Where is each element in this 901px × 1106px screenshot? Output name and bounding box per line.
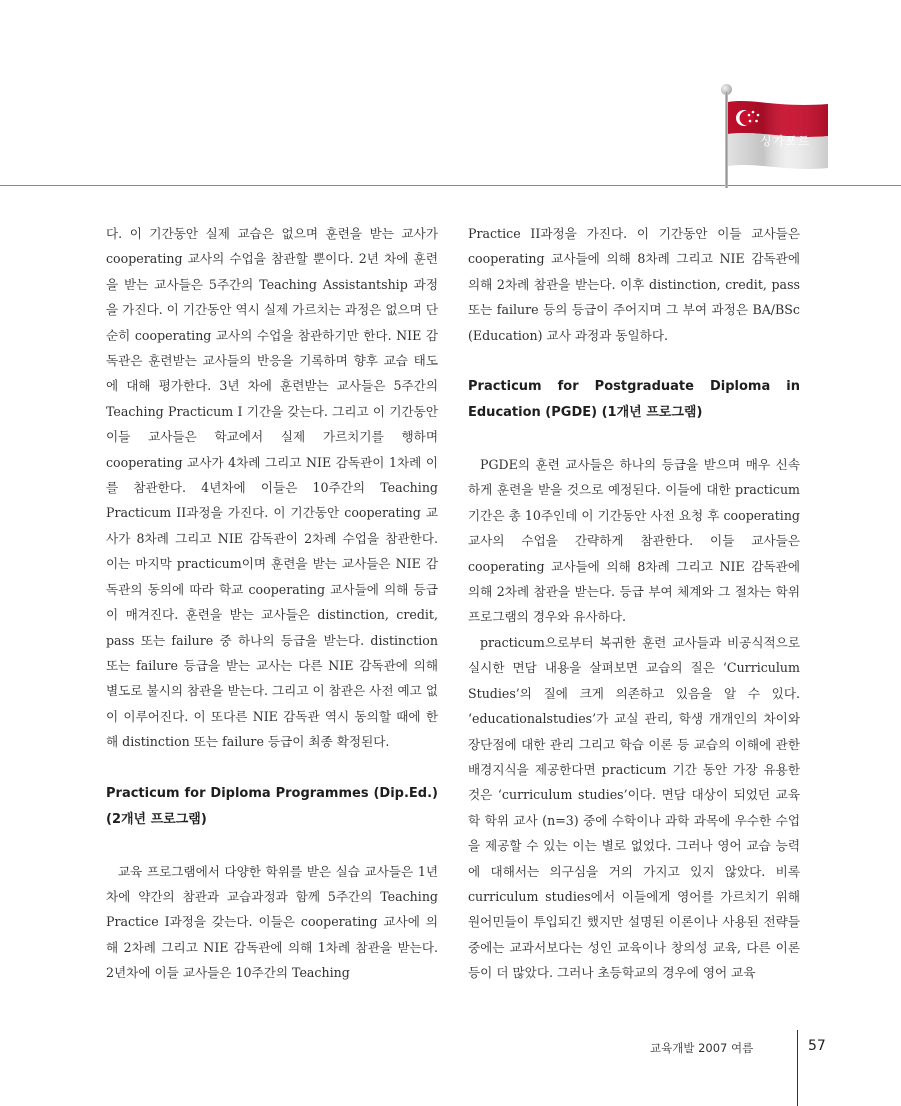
section-heading-diploma: Practicum for Diploma Programmes (Dip.Ed.) (2개년 프로그램)	[106, 785, 438, 827]
country-tag: 싱가포르	[760, 134, 811, 148]
body-paragraph: PGDE의 훈련 교사들은 하나의 등급을 받으며 매우 신속하게 훈련을 받을 것으로 예정된다. 이들에 대한 practicum 기간은 총 10주인데 이 기간동안 사전 요청 후 cooperating 교사의 수업을 간략하게 참관한다. 이들 교사들은 cooperating 교사들에 의해 8차례 그리고 NIE 감독관에 의해 2차례 참관을 받는다. 등급 부여 체계와 그 절차는 학위 프로그램의 경우와 유사하다.	[468, 457, 800, 625]
body-paragraph: 다. 이 기간동안 실제 교습은 없으며 훈련을 받는 교사가 cooperating 교사의 수업을 참관할 뿐이다. 2년 차에 훈련을 받는 교사들은 5주간의 Teaching Assistantship 과정을 가진다. 이 기간동안 역시 실제 가르치는 과정은 없으며 단순히 cooperating 교사의 수업을 참관하기만 한다. NIE 감독관은 훈련받는 교사들의 반응을 기록하며 향후 교습 태도에 대해 평가한다. 3년 차에 훈련받는 교사들은 5주간의 Teaching Practicum I 기간을 갖는다. 그리고 이 기간동안 이들 교사들은 학교에서 실제 가르치기를 행하며 cooperating 교사가 4차례 그리고 NIE 감독관이 1차례 이를 참관한다. 4년차에 이들은 10주간의 Teaching Practicum II과정을 가진다. 이 기간동안 cooperating 교사가 8차례 그리고 NIE 감독관이 2차례 수업을 참관한다. 이는 마지막 practicum이며 훈련을 받는 교사들은 NIE 감독관의 동의에 따라 학교 cooperating 교사들에 의해 등급이 매겨진다. 훈련을 받는 교사들은 distinction, credit, pass 또는 failure 중 하나의 등급을 받는다. distinction 또는 failure 등급을 받는 교사는 다른 NIE 감독관에 의해 별도로 불시의 참관을 받는다. 그리고 이 참관은 사전 예고 없이 이루어진다. 이 또다른 NIE 감독관 역시 동의할 때에 한해 distinction 또는 failure 등급이 최종 확정된다.	[106, 226, 439, 750]
body-paragraph: practicum으로부터 복귀한 훈련 교사들과 비공식적으로 실시한 면담 내용을 살펴보면 교습의 질은 ‘Curriculum Studies’의 질에 크게 의존하고 있음을 알 수 있다. ‘educationalstudies’가 교실 관리, 학생 개개인의 차이와 장단점에 대한 관리 그리고 학습 이론 등 교습의 이해에 관한 배경지식을 제공한다면 practicum 기간 동안 가장 유용한 것은 ‘curriculum studies’이다. 면담 대상이 되었던 교육학 학위 교사 (n=3) 중에 수학이나 과학 과목에 우수한 수업을 제공할 수 있는 이는 별로 없었다. 그러나 영어 교습 능력에 대해서는 의구심을 거의 가지고 있지 않았다. 비록 curriculum studies에서 이들에게 영어를 가르치기 위해 원어민들이 투입되긴 했지만 설명된 이론이나 사용된 전략들 중에는 교과서보다는 성인 교육이나 창의성 교육, 다른 이론 등이 더 많았다. 그러나 초등학교의 경우에 영어 교육	[468, 634, 800, 981]
footer-divider	[797, 1030, 798, 1106]
page-number: 57	[808, 1038, 826, 1054]
singapore-flag-icon	[718, 84, 830, 188]
publication-title: 교육개발 2007 여름	[650, 1041, 754, 1055]
body-paragraph: Practice II과정을 가진다. 이 기간동안 이들 교사들은 cooperating 교사들에 의해 8차례 그리고 NIE 감독관에 의해 2차례 참관을 받는다. 이후 distinction, credit, pass 또는 failure 등의 등급이 주어지며 그 부여 과정은 BA/BSc (Education) 교사 과정과 동일하다.	[468, 226, 800, 343]
body-paragraph: 교육 프로그램에서 다양한 학위를 받은 실습 교사들은 1년 차에 약간의 참관과 교습과정과 함께 5주간의 Teaching Practice I과정을 갖는다. 이들은 cooperating 교사에 의해 2차례 그리고 NIE 감독관에 의해 1차례 참관을 받는다. 2년차에 이들 교사들은 10주간의 Teaching	[106, 863, 438, 981]
section-heading-pgde: Practicum for Postgraduate Diploma in Education (PGDE) (1개년 프로그램)	[468, 379, 800, 421]
left-column	[106, 221, 438, 986]
right-column	[468, 221, 800, 986]
